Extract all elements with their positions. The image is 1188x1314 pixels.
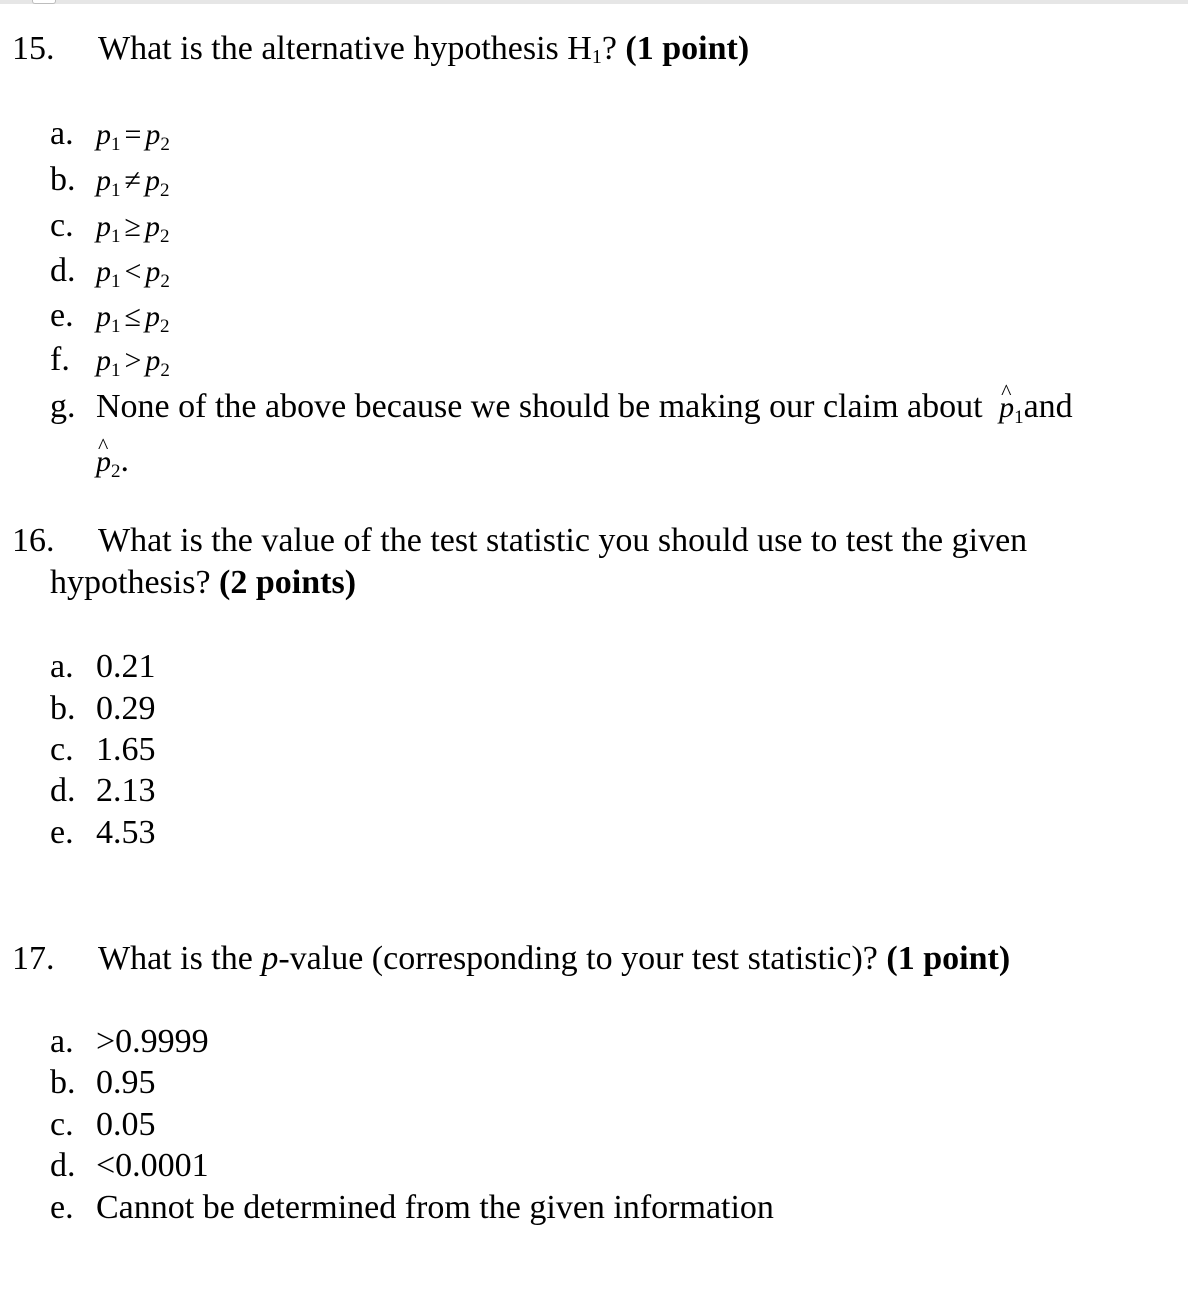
option-16-c	[50, 730, 156, 770]
option-15-e	[50, 296, 169, 337]
question-points: (2 points)	[219, 564, 357, 601]
option-text: 4.53	[96, 814, 156, 851]
option-text: 2.13	[96, 772, 156, 809]
option-17-b	[50, 1063, 156, 1103]
option-letter: c.	[50, 731, 74, 768]
option-and: and	[1023, 388, 1073, 425]
p-hat-1: ^ $p_1$	[999, 391, 1024, 424]
question-16-title	[12, 521, 1027, 561]
option-letter: d.	[50, 252, 76, 289]
option-formula: $p_1 \ge p_2$	[96, 210, 170, 247]
question-text-line2: hypothesis?	[50, 564, 211, 601]
question-number: 16.	[12, 522, 55, 559]
question-text-italic: p	[261, 940, 279, 977]
question-15-title	[12, 29, 749, 77]
option-text: <0.0001	[96, 1147, 209, 1184]
option-16-a	[50, 647, 156, 687]
question-text-pre: What is the	[98, 940, 253, 977]
p-hat-2: ^ $p_2$	[96, 445, 121, 478]
question-text: What is the value of the test statistic you should use to test the given	[98, 522, 1028, 559]
option-text: 0.29	[96, 690, 156, 727]
option-formula: $p_1 > p_2$	[96, 344, 170, 381]
option-text: >0.9999	[96, 1023, 209, 1060]
option-16-b	[50, 689, 156, 729]
option-text: None of the above because we should be making our claim about	[96, 388, 983, 425]
question-text: What is the alternative hypothesis H	[98, 30, 592, 67]
option-17-e	[50, 1188, 774, 1228]
option-text: 1.65	[96, 731, 156, 768]
option-letter: b.	[50, 161, 76, 198]
option-letter: a.	[50, 115, 74, 152]
option-15-c	[50, 206, 169, 247]
option-letter: a.	[50, 1023, 74, 1060]
option-end-period: .	[120, 442, 129, 479]
option-letter: e.	[50, 1189, 74, 1226]
option-15-b	[50, 160, 169, 201]
question-text-post: -value (corresponding to your test statistic)?	[278, 940, 878, 977]
option-17-c	[50, 1105, 156, 1145]
option-text: Cannot be determined from the given information	[96, 1189, 774, 1226]
option-formula: $p_1 < p_2$	[96, 255, 170, 292]
option-15-g-continued	[96, 441, 129, 482]
question-number: 17.	[12, 940, 55, 977]
option-letter: c.	[50, 207, 74, 244]
page-edge-tab	[32, 0, 56, 4]
question-text-end: ?	[601, 30, 617, 67]
top-rule	[0, 0, 1188, 4]
option-text: 0.05	[96, 1106, 156, 1143]
question-subscript: 1	[591, 46, 602, 68]
option-letter: b.	[50, 1064, 76, 1101]
option-letter: d.	[50, 772, 76, 809]
option-text: 0.95	[96, 1064, 156, 1101]
question-number: 15.	[12, 30, 55, 67]
question-points: (1 point)	[886, 940, 1011, 977]
option-letter: b.	[50, 690, 76, 727]
option-15-d	[50, 251, 170, 292]
option-17-d	[50, 1146, 209, 1186]
option-15-a	[50, 114, 170, 155]
option-letter: e.	[50, 814, 74, 851]
option-formula: $p_1 \le p_2$	[96, 300, 170, 337]
option-17-a	[50, 1022, 209, 1062]
option-text: 0.21	[96, 648, 156, 685]
option-letter: e.	[50, 297, 74, 334]
option-formula: $p_1 = p_2$	[96, 118, 170, 155]
option-letter: f.	[50, 341, 70, 378]
option-16-d	[50, 771, 156, 811]
option-letter: g.	[50, 388, 76, 425]
option-16-e	[50, 813, 156, 853]
question-17-title	[12, 939, 1010, 979]
option-formula: $p_1 \ne p_2$	[96, 164, 170, 201]
option-15-f	[50, 340, 170, 381]
option-letter: a.	[50, 648, 74, 685]
question-16-title-line2	[50, 563, 356, 603]
option-15-g	[50, 387, 1073, 428]
question-points: (1 point)	[625, 30, 750, 67]
option-letter: d.	[50, 1147, 76, 1184]
option-letter: c.	[50, 1106, 74, 1143]
